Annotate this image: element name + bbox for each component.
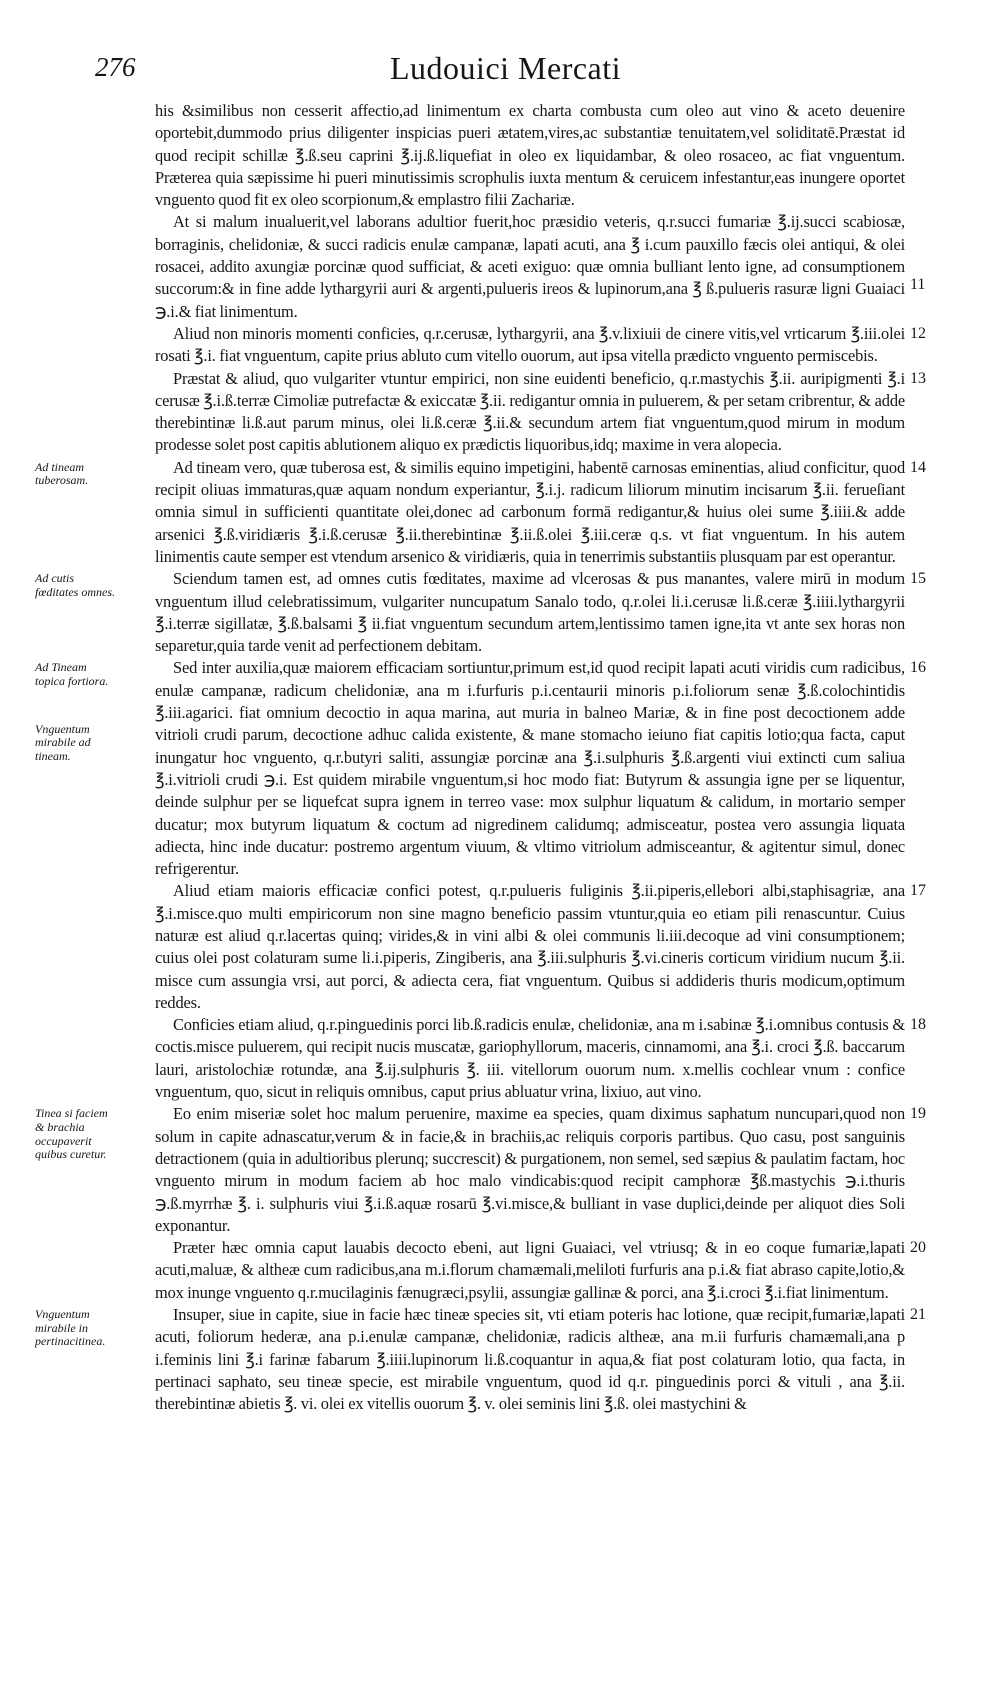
paragraph-number: 14 (910, 458, 926, 476)
margin-note-part: Vnguentum mirabile ad tineam. (35, 721, 91, 763)
running-title: Ludouici Mercati (390, 50, 622, 86)
paragraph-text: Eo enim miseriæ solet hoc malum peruenire, maxime ea species, quam diximus saphatum nuncupari,quod non solum in capite adnascatur,verum & in facie,& in brachiis,ac reliquis corporis partibus. Quo casu, post sanguinis detractionem (quia in adultioribus plerunq; succrescit) & purgationem, non semel, sed sæpius & paulatim factam, hoc vnguento mirum in modum faciem ab hoc malo vindicabis:quod recipit camphoræ ℥ß.mastychis ℈.i.thuris ℈.ß.myrrhæ ℥. i. sulphuris viui ℥.i.ß.aquæ rosarū ℥.vi.misce,& bulliant in vase duplici,deinde per aliquot dies Soli exponantur. (155, 1104, 905, 1235)
paragraph-text: Præter hæc omnia caput lauabis decocto ebeni, aut ligni Guaiaci, vel vtriusq; & in eo coque fumariæ,lapati acuti,maluæ, & altheæ cum radicibus,ana m.i.florum chamæmali,meliloti furfuris ana p.i.& fiat abraso capite,lotio,& mox inunge vnguento q.r.mucilaginis fænugræci,psylii, assungiæ gallinæ & porci, ana ℥.i.croci ℥.i.fiat linimentum. (155, 1238, 905, 1302)
paragraph-number: 11 (910, 276, 926, 294)
paragraph-text: his &similibus non cesserit affectio,ad linimentum ex charta combusta cum oleo aut vino & aceto deuenire oportebit,dummodo prius diligenter inspicias pueri ætatem,vires,ac substantiæ tenuitatem,vel soliditatē.Præstat id quod recipit schillæ ℥.ß.seu caprini ℥.ij.ß.liquefiat in oleo ex liquidambar, & oleo rosaceo, ac fiat vnguentum. Præterea quia sæpissime hi pueri minutissimis scrophulis iuxta mentum & ceruicem infestantur,eas inungere oportet vnguento quod fit ex oleo scorpionum,& emplastro filii Zachariæ. (155, 101, 905, 210)
text-body (35, 100, 926, 1416)
margin-note-part: Ad Tineam topica fortiora. (35, 660, 109, 689)
margin-note: Vnguentum mirabile in pertinacitinea. (35, 1307, 106, 1349)
paragraph-text: Conficies etiam aliud, q.r.pinguedinis porci lib.ß.radicis enulæ, chelidoniæ, ana m i.sabinæ ℥.i.omnibus contusis & coctis.misce puluerem, qui recipit nucis muscatæ, gariophyllorum, maceris, cinnamomi, ana ℥.i. croci ℥.ß. baccarum lauri, aristolochiæ rotundæ, ana ℥.ij.sulphuris ℥. iii. vitellorum ouorum num. x.mellis cochlear vnum : confice vnguentum, quo, sicut in reliquis omnibus, caput prius abluatur vrina, lixiuo, aut vino. (155, 1015, 905, 1102)
margin-note (35, 661, 119, 763)
paragraph-number: 17 (910, 882, 926, 900)
paragraph (155, 1237, 926, 1304)
paragraph-text: Præstat & aliud, quo vulgariter vtuntur empirici, non sine euidenti beneficio, q.r.mastychis ℥.ii. auripigmenti ℥.i cerusæ ℥.i.ß.terræ Cimoliæ putrefactæ & exiccatæ ℥.ii. redigantur omnia in puluerem, & per setam cribrentur, & adde therebintinæ li.ß.aut parum minus, olei li.ß.ceræ ℥.ii.& secundum artem fiat vnguentum,quod mirum in modum prodesse solet post capitis ablutionem aliquo ex prædictis liquoribus,idq; maxime in vera alopecia. (155, 368, 905, 455)
paragraph-text: Aliud non minoris momenti conficies, q.r.cerusæ, lythargyrii, ana ℥.v.lixiuii de cinere vitis,vel vrticarum ℥.iii.olei rosati ℥.i. fiat vnguentum, capite prius abluto cum vitello ouorum, aut ipsa vitella prædicto vnguento permiscebis. (155, 323, 905, 366)
paragraph-text: Aliud etiam maioris efficaciæ confici potest, q.r.pulueris fuliginis ℥.ii.piperis,ellebori albi,staphisagriæ, ana ℥.i.misce.quo multi empiricorum non sine magno beneficio passim vtuntur,quia eo etiam pili renascuntur. Cuius naturæ est aliud q.r.lacertas quinq; virides,& in vini albi & olei communis li.iii.decoque ad vini consumptionem; cuius olei post colaturam sume li.i.piperis, Zingiberis, ana ℥.iii.sulphuris ℥.vi.cineris corticum viridium nucum ℥.ii. misce cum assungia vrsi, aut porci, & adiecta cera, fiat vnguentum. Quibus si addideris thuris modicum,optimum reddes. (155, 881, 905, 1012)
page-number: 276 (95, 52, 136, 82)
paragraph-number: 15 (910, 570, 926, 588)
paragraph (155, 323, 926, 368)
paragraph-text: Sed inter auxilia,quæ maiorem efficaciam sortiuntur,primum est,id quod recipit lapati acuti viridis cum radicibus, enulæ campanæ, radicum chelidoniæ, ana m i.furfuris p.i.centaurii minoris p.i.foliorum senæ ℥.ß.colochintidis ℥.iii.agarici. fiat omnium decoctio in aqua marina, aut muria in balneo Mariæ, & in fine post decoctionem adde vitrioli crudi parum, decoctione adhuc calida existente, & mane stomacho ieiuno fiat capitis lotio;qua facta, caput inungatur hoc vnguento, q.r.butyri saliti, assungiæ porcinæ ana ℥.i.sulphuris ℥.ß.argenti viui extincti cum saliua ℥.i.vitrioli crudi ℈.i. Est quidem mirabile vnguentum,si hoc modo fiat: Butyrum & assungia igne per se liquentur, deinde sulphur per se liquefcat supra ignem in terreo vase: mox sulphur liquatum & calidum, in mortario semper ducatur; mox butyrum liquatum & coctum ad nigredinem calidumq; admisceatur, postea vero assungia liquata adiecta, hinc inde ducatur: postremo argentum viuum, & vltimo vitriolum admisceantur, & agitentur simul, donec refrigerentur. (155, 658, 905, 879)
paragraph (35, 1304, 926, 1415)
page-header (95, 52, 900, 92)
paragraph-number: 18 (910, 1016, 926, 1034)
paragraph (155, 211, 926, 322)
paragraph (35, 568, 926, 657)
paragraph-number: 13 (910, 369, 926, 387)
margin-note: Ad cutis fœditates omnes. (35, 571, 115, 599)
paragraph-text: Ad tineam vero, quæ tuberosa est, & similis equino impetigini, habentē carnosas eminentias, aliud conficitur, quod recipit oliuas immaturas,quæ aquam nondum experiantur, ℥.i.j. radicum liliorum minutim incisarum ℥.ii. ferueſiant omnia simul in sufficienti quantitate olei,donec ad carbonum formā redigantur,& huius olei sume ℥.iiii.& adde arsenici ℥.ß.viridiæris ℥.i.ß.cerusæ ℥.ii.therebintinæ ℥.ii.ß.olei ℥.iii.ceræ q.s. vt fiat vnguentum. In his autem linimentis caute semper est vtendum arsenico & viridiæris, quia in tenerrimis substantiis plusquam par est operantur. (155, 457, 905, 566)
paragraph (35, 657, 926, 880)
paragraph-text: Sciendum tamen est, ad omnes cutis fœditates, maxime ad vlcerosas & pus manantes, valere mirū in modum vnguentum illud celebratissimum, vulgariter nuncupatum Sanalo todo, q.r.olei li.i.cerusæ li.ß.ceræ ℥.iiii.lythargyrii ℥.i.terræ sigillatæ, ℥.ß.balsami ℥ ii.fiat vnguentum secundum artem,lentissimo tamen igne,ita vt ante sex horas non separetur,quia tarde venit ad perfectionem debitam. (155, 569, 905, 656)
paragraph-number: 20 (910, 1239, 926, 1257)
paragraph-number: 12 (910, 324, 926, 342)
paragraph (155, 1014, 926, 1103)
paragraph (35, 1103, 926, 1237)
margin-note: Tinea si faciem & brachia occupaverit quibus curetur. (35, 1106, 108, 1162)
paragraph-number: 21 (910, 1306, 926, 1324)
paragraph (35, 457, 926, 568)
paragraph (155, 368, 926, 457)
paragraph-number: 16 (910, 659, 926, 677)
paragraph-text: At si malum inualuerit,vel laborans adultior fuerit,hoc præsidio veteris, q.r.succi fumariæ ℥.ij.succi scabiosæ, borraginis, chelidoniæ, & succi radicis enulæ campanæ, lapati acuti, ana ℥ i.cum pauxillo fæcis olei antiqui, & olei rosacei, addito axungiæ porcinæ quod sufficiat, & aceti exiguo: quæ omnia bulliant lento igne, ad consumptionem succorum:& in fine adde lythargyrii auri & argenti,pulueris ireos & lupinorum,ana ℥ ß.pulueris rasuræ ligni Guaiaci ℈.i.& fiat linimentum. (155, 212, 905, 321)
paragraph-text: Insuper, siue in capite, siue in facie hæc tineæ species sit, vti etiam poteris hac lotione, quæ recipit,fumariæ,lapati acuti, foliorum hederæ, ana p.i.enulæ campanæ, chelidoniæ, radicis altheæ, ana m.ii furfuris chamæmali,ana p i.feminis lini ℥.i farinæ fabarum ℥.iiii.lupinorum li.ß.coquantur in aqua,& fiat post colaturam lotio, qua facta, in pertinaci saphato, seu tineæ specie, est mirabile vnguentum, quod id q.r. pinguedinis porci & vituli , ana ℥.ii. therebintinæ abietis ℥. vi. olei ex vitellis ouorum ℥. v. olei seminis lini ℥.ß. olei mastychini & (155, 1305, 905, 1414)
paragraph (155, 880, 926, 1014)
margin-note: Ad tineam tuberosam. (35, 459, 89, 488)
paragraph-number: 19 (910, 1105, 926, 1123)
paragraph (155, 100, 905, 211)
